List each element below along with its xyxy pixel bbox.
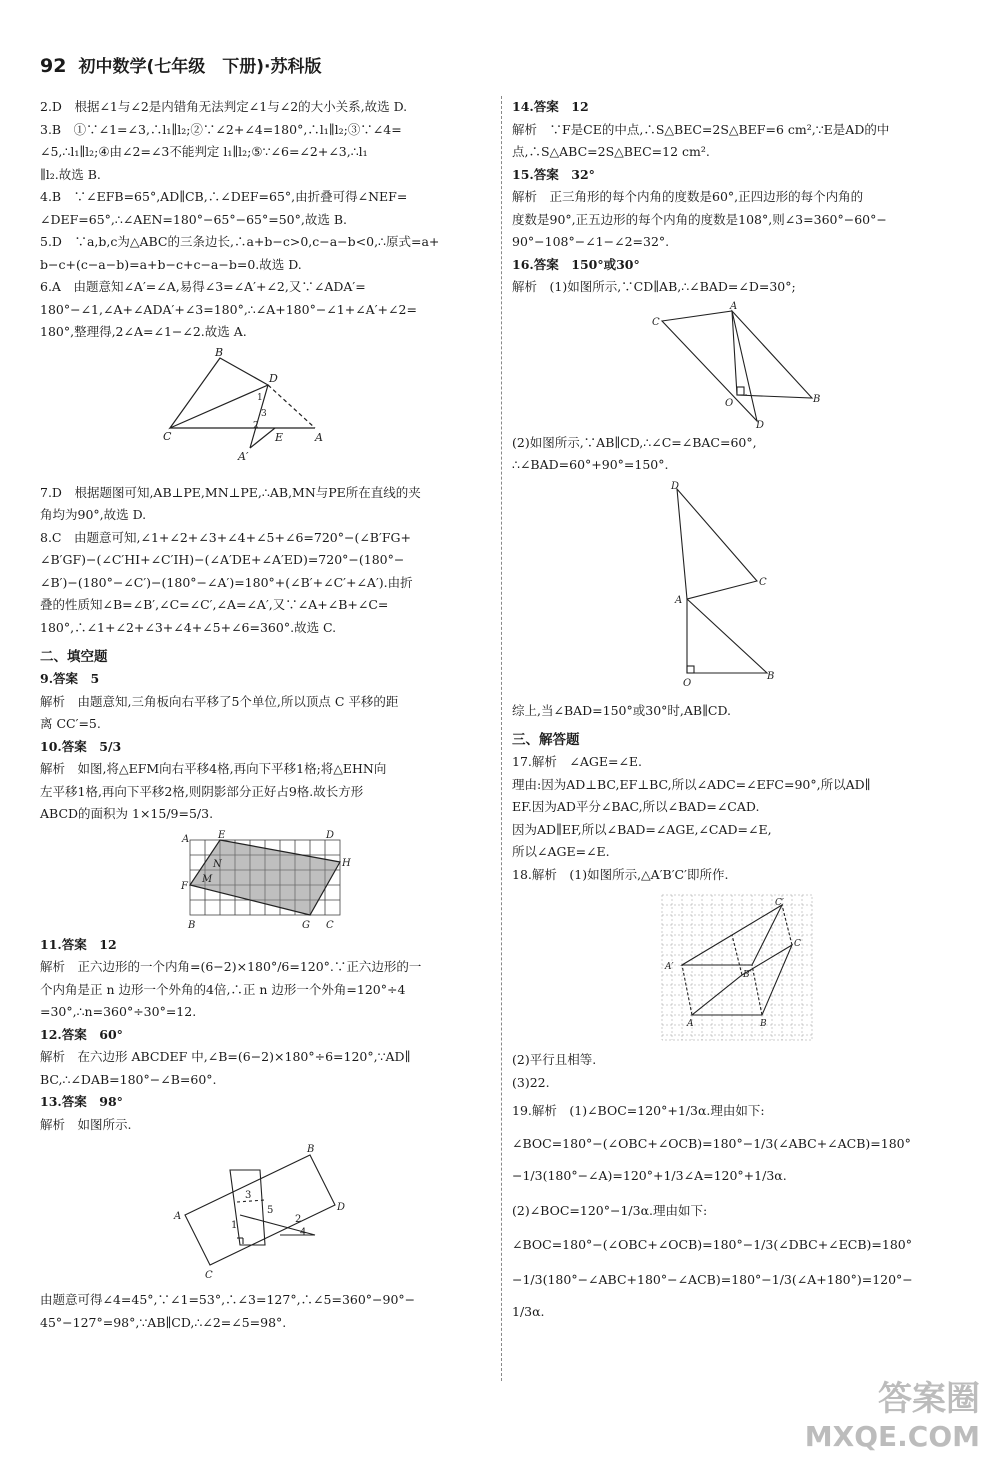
svg-text:C: C [163, 429, 172, 443]
q16-answer: 16.答案 150°或30° [512, 256, 640, 272]
svg-text:A′: A′ [665, 962, 674, 972]
q17-line5: 所以∠AGE=∠E. [512, 844, 610, 859]
q8-line5: 180°,∴∠1+∠2+∠3+∠4+∠5+∠6=360°.故选 C. [40, 619, 337, 635]
q10-line2: 左平移1格,再向下平移2格,则阴影部分正好占9格.故长方形 [40, 783, 364, 799]
page-header [40, 52, 321, 77]
svg-text:B′: B′ [743, 970, 752, 980]
q7-line2: 角均为90°,故选 D. [40, 507, 147, 522]
svg-text:B: B [215, 345, 224, 359]
svg-text:D: D [337, 1202, 346, 1213]
q11-line1: 解析 正六边形的一个内角=(6−2)×180°/6=120°.∵正六边形的一 [40, 959, 422, 974]
svg-text:3: 3 [245, 1190, 252, 1201]
q11-line2: 个内角是正 n 边形一个外角的4倍,∴正 n 边形一个外角=120°÷4 [40, 981, 406, 997]
svg-text:A: A [730, 300, 738, 312]
svg-text:A: A [675, 594, 683, 606]
q3-line2: ∠5,∴l₁∥l₂;④由∠2=∠3不能判定 l₁∥l₂;⑤∵∠6=∠2+∠3,∴l₁ [40, 144, 368, 159]
svg-text:G: G [302, 919, 310, 931]
q18-grid-figure [657, 890, 817, 1045]
q17-line1: 17.解析 ∠AGE=∠E. [512, 754, 643, 769]
q17-line4: 因为AD∥EF,所以∠BAD=∠AGE,∠CAD=∠E, [512, 821, 772, 837]
svg-text:F: F [181, 880, 188, 892]
svg-text:3: 3 [261, 408, 267, 419]
q12-answer: 12.答案 60° [40, 1026, 123, 1042]
svg-text:C: C [794, 939, 801, 949]
q14-line2: 点,∴S△ABC=2S△BEC=12 cm². [512, 144, 710, 159]
watermark-url: MXQE.COM [804, 1420, 980, 1453]
q16-conclusion: 综上,当∠BAD=150°或30°时,AB∥CD. [512, 702, 731, 718]
q17-line2: 理由:因为AD⊥BC,EF⊥BC,所以∠ADC=∠EFC=90°,所以AD∥ [512, 776, 871, 792]
svg-text:1: 1 [257, 392, 263, 403]
q15-answer: 15.答案 32° [512, 166, 595, 182]
svg-text:A: A [174, 1211, 182, 1222]
watermark-logo: 答案圈 [878, 1379, 980, 1419]
svg-text:C′: C′ [775, 898, 784, 908]
svg-text:O: O [725, 397, 734, 409]
q19-line5: ∠BOC=180°−(∠OBC+∠OCB)=180°−1/3(∠DBC+∠ECB)=180° [512, 1237, 912, 1252]
q14-line1: 解析 ∵F是CE的中点,∴S△BEC=2S△BEF=6 cm²,∵E是AD的中 [512, 121, 890, 137]
q19-line4: (2)∠BOC=120°−1/3α.理由如下: [512, 1202, 708, 1218]
q13-line1: 解析 如图所示. [40, 1116, 132, 1132]
svg-text:H: H [342, 857, 351, 869]
svg-text:4: 4 [300, 1227, 307, 1238]
q17-line3: EF.因为AD平分∠BAC,所以∠BAD=∠CAD. [512, 799, 760, 814]
q8-line4: 叠的性质知∠B=∠B′,∠C=∠C′,∠A=∠A′,又∵∠A+∠B+∠C= [40, 597, 389, 612]
q10-grid-figure [180, 830, 350, 930]
q16-line2: (2)如图所示,∵AB∥CD,∴∠C=∠BAC=60°, [512, 434, 757, 450]
svg-text:1: 1 [231, 1220, 238, 1231]
svg-text:5: 5 [267, 1205, 274, 1216]
svg-text:C: C [205, 1270, 213, 1281]
column-divider [501, 96, 502, 1381]
q7-line1: 7.D 根据题图可知,AB⊥PE,MN⊥PE,∴AB,MN与PE所在直线的夹 [40, 484, 421, 500]
q10-line3: ABCD的面积为 1×15/9=5/3. [40, 806, 214, 821]
section-fill-blank: 二、填空题 [40, 649, 108, 665]
q16-figure-1 [647, 300, 827, 431]
left-column [40, 96, 490, 1334]
svg-text:B: B [813, 393, 821, 405]
q13-figure [165, 1140, 365, 1285]
q10-line1: 解析 如图,将△EFM向右平移4格,再向下平移1格;将△EHN向 [40, 761, 387, 776]
q16-line1: 解析 (1)如图所示,∵CD∥AB,∴∠BAD=∠D=30°; [512, 279, 796, 294]
svg-text:A: A [687, 1019, 694, 1029]
section-solve: 三、解答题 [512, 732, 580, 748]
q12-line1: 解析 在六边形 ABCDEF 中,∠B=(6−2)×180°÷6=120°,∵AD∥ [40, 1049, 411, 1064]
svg-text:E: E [218, 829, 226, 841]
svg-text:B: B [760, 1019, 767, 1029]
svg-text:D: D [269, 371, 278, 385]
q8-line2: ∠B′GF)−(∠C′HI+∠C′IH)−(∠A′DE+∠A′ED)=720°−(180°− [40, 552, 405, 567]
q2-text: 2.D 根据∠1与∠2是内错角无法判定∠1与∠2的大小关系,故选 D. [40, 99, 408, 114]
svg-text:2: 2 [253, 420, 259, 431]
q19-line7: 1/3α. [512, 1304, 545, 1319]
q4-line1: 4.B ∵∠EFB=65°,AD∥CB,∴∠DEF=65°,由折叠可得∠NEF= [40, 189, 408, 204]
q18-line3: (3)22. [512, 1074, 550, 1090]
page-number: 92 [40, 55, 67, 77]
svg-text:N: N [213, 858, 222, 870]
right-column [512, 96, 962, 1324]
q4-line2: ∠DEF=65°,∴∠AEN=180°−65°−65°=50°,故选 B. [40, 211, 347, 227]
svg-text:C: C [326, 919, 334, 931]
svg-text:D: D [756, 419, 765, 431]
svg-text:B: B [307, 1144, 315, 1155]
svg-text:D: D [671, 480, 680, 492]
q11-answer: 11.答案 12 [40, 936, 117, 952]
svg-text:M: M [202, 873, 213, 885]
svg-text:E: E [275, 430, 284, 444]
q9-line2: 离 CC′=5. [40, 716, 101, 731]
q8-line3: ∠B′)−(180°−∠C′)−(180°−∠A′)=180°+(∠B′+∠C′+∠A′).由折 [40, 574, 413, 590]
q15-line2: 度数是90°,正五边形的每个内角的度数是108°,则∠3=360°−60°− [512, 211, 887, 227]
svg-text:C: C [652, 316, 660, 328]
svg-text:B: B [767, 670, 775, 682]
q13-answer: 13.答案 98° [40, 1094, 123, 1109]
q16-line3: ∴∠BAD=60°+90°=150°. [512, 457, 669, 472]
svg-text:O: O [683, 677, 692, 689]
q12-line2: BC,∴∠DAB=180°−∠B=60°. [40, 1071, 217, 1087]
q15-line3: 90°−108°−∠1−∠2=32°. [512, 234, 670, 249]
q3-line3: ∥l₂.故选 B. [40, 166, 101, 182]
q19-line6: −1/3(180°−∠ABC+180°−∠ACB)=180°−1/3(∠A+180°)=120°− [512, 1271, 913, 1287]
book-title: 初中数学(七年级 下册)·苏科版 [78, 57, 322, 77]
q10-answer: 10.答案 5/3 [40, 738, 122, 754]
svg-text:D: D [326, 829, 335, 841]
q13-line3: 45°−127°=98°,∵AB∥CD,∴∠2=∠5=98°. [40, 1314, 287, 1330]
q9-answer: 9.答案 5 [40, 671, 100, 686]
q5-line2: b−c+(c−a−b)=a+b−c+c−a−b=0.故选 D. [40, 256, 302, 272]
q19-line3: −1/3(180°−∠A)=120°+1/3∠A=120°+1/3α. [512, 1168, 787, 1183]
q16-figure-2 [667, 481, 807, 696]
svg-text:B: B [188, 919, 196, 931]
q19-line1: 19.解析 (1)∠BOC=120°+1/3α.理由如下: [512, 1103, 765, 1118]
svg-text:2: 2 [295, 1214, 302, 1225]
q13-line2: 由题意可得∠4=45°,∵∠1=53°,∴∠3=127°,∴∠5=360°−90°− [40, 1292, 416, 1307]
watermark [805, 1380, 980, 1456]
q19-line2: ∠BOC=180°−(∠OBC+∠OCB)=180°−1/3(∠ABC+∠ACB)=180° [512, 1135, 911, 1151]
q3-line1: 3.B ①∵∠1=∠3,∴l₁∥l₂;②∵∠2+∠4=180°,∴l₁∥l₂;③∵∠4= [40, 121, 402, 137]
q18-line2: (2)平行且相等. [512, 1052, 597, 1067]
q18-line1: 18.解析 (1)如图所示,△A′B′C′即所作. [512, 866, 729, 882]
q5-line1: 5.D ∵a,b,c为△ABC的三条边长,∴a+b−c>0,c−a−b<0,∴原式=a+ [40, 234, 440, 249]
q6-line3: 180°,整理得,2∠A=∠1−∠2.故选 A. [40, 324, 247, 339]
q6-figure [163, 345, 365, 478]
q6-line2: 180°−∠1,∠A+∠ADA′+∠3=180°,∴∠A+180°−∠1+∠A′+∠2= [40, 301, 417, 317]
q14-answer: 14.答案 12 [512, 99, 589, 114]
q11-line3: =30°,∴n=360°÷30°=12. [40, 1004, 197, 1019]
svg-text:A′: A′ [238, 449, 249, 463]
q9-line1: 解析 由题意知,三角板向右平移了5个单位,所以顶点 C 平移的距 [40, 693, 399, 709]
svg-text:C: C [759, 576, 767, 588]
q15-line1: 解析 正三角形的每个内角的度数是60°,正四边形的每个内角的 [512, 189, 864, 204]
q6-line1: 6.A 由题意知∠A′=∠A,易得∠3=∠A′+∠2,又∵∠ADA′= [40, 279, 366, 294]
q8-line1: 8.C 由题意可知,∠1+∠2+∠3+∠4+∠5+∠6=720°−(∠B′FG+ [40, 529, 411, 545]
svg-text:A: A [315, 430, 323, 444]
svg-text:A: A [182, 833, 190, 845]
